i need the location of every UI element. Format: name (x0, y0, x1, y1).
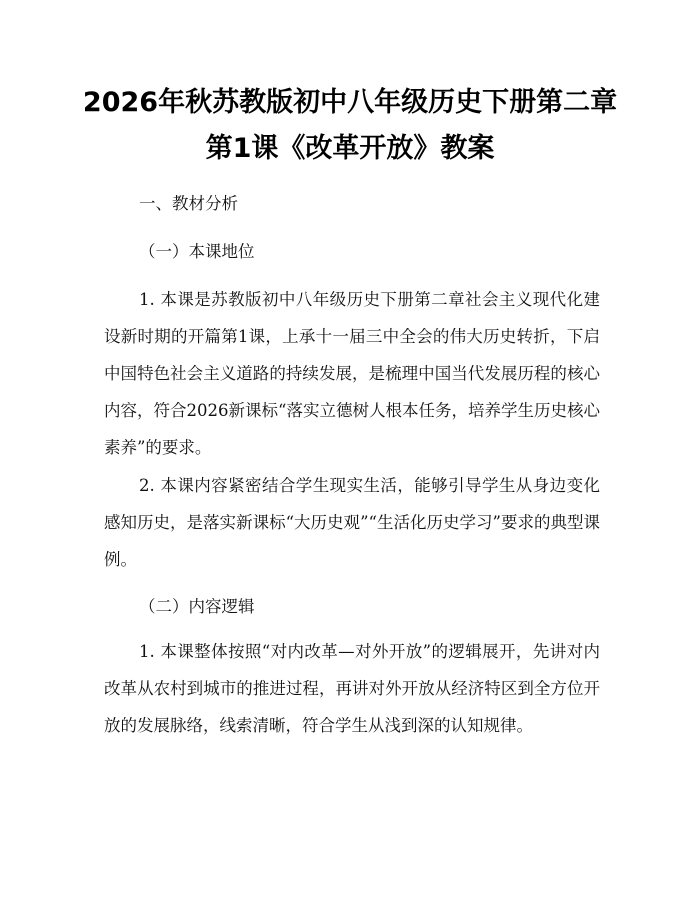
paragraph-lesson-position-1: 1. 本课是苏教版初中八年级历史下册第二章社会主义现代化建设新时期的开篇第1课，上承十一届三中全会的伟大历史转折，下启中国特色社会主义道路的持续发展，是梳理中国当代发展历程的核心内容，符合2026新课标“落实立德树人根本任务，培养学生历史核心素养”的要求。 (104, 290, 600, 457)
paragraph-content-logic-1: 1. 本课整体按照“对内改革—对外开放”的逻辑展开，先讲对内改革从农村到城市的推进过程，再讲对外开放从经济特区到全方位开放的发展脉络，线索清晰，符合学生从浅到深的认知规律。 (104, 642, 600, 735)
section-heading-textbook-analysis: 一、教材分析 (139, 194, 238, 213)
subsection-heading-content-logic: （二）内容逻辑 (139, 597, 255, 616)
document-title-line-1: 2026年秋苏教版初中八年级历史下册第二章 (82, 87, 618, 118)
subsection-heading-lesson-position: （一）本课地位 (139, 242, 255, 261)
document-title-line-2: 第1课《改革开放》教案 (205, 133, 495, 164)
paragraph-lesson-position-2: 2. 本课内容紧密结合学生现实生活，能够引导学生从身边变化感知历史，是落实新课标“大历史观”“生活化历史学习”要求的典型课例。 (104, 476, 600, 569)
